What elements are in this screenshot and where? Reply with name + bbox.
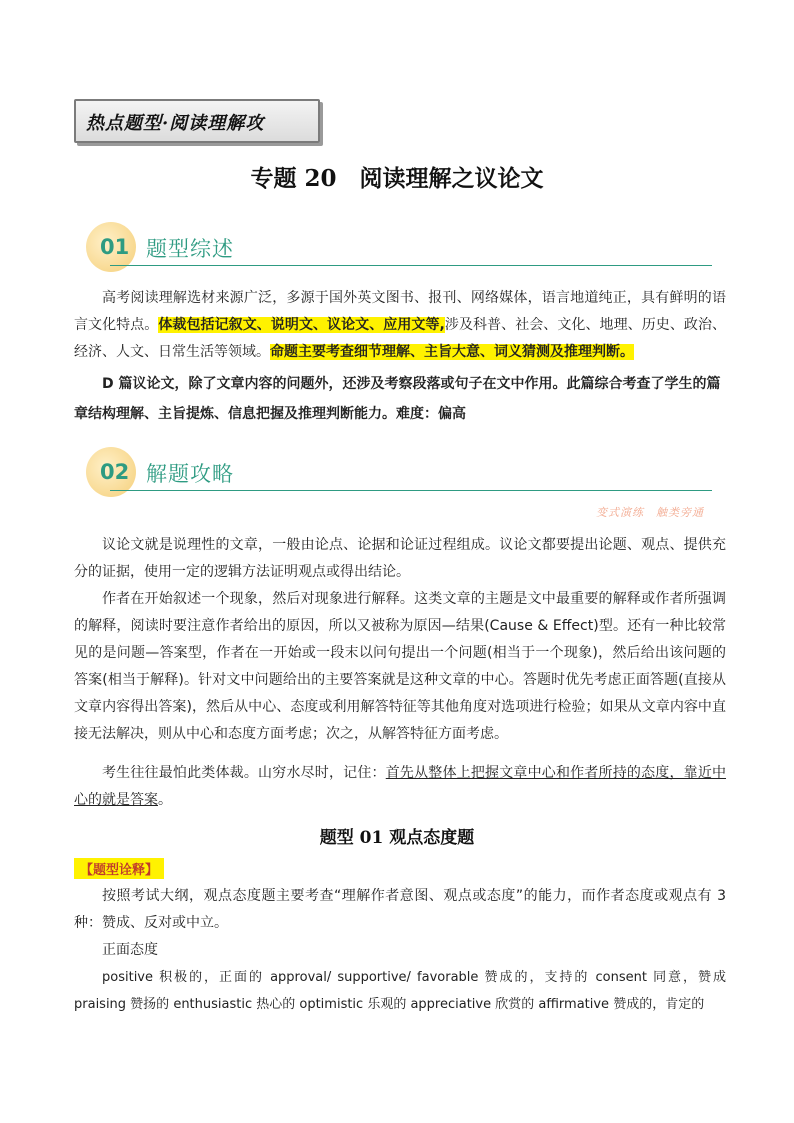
topic-tag-text: 热点题型·阅读理解攻 <box>86 113 265 134</box>
section-2-slogan: 变式演练 触类旁通 <box>596 506 704 519</box>
type-01-paragraph-2: 正面态度 <box>102 942 158 958</box>
topic-tag <box>74 99 320 143</box>
p1-highlight-genres: 体裁包括记叙文、说明文、议论文、应用文等, <box>158 317 445 333</box>
section-1-number: 01 <box>100 235 130 259</box>
section-2-paragraph-1: 议论文就是说理性的文章，一般由论点、论据和论证过程组成。议论文都要提出论题、观点、提供充分的证据，使用一定的逻辑方法证明观点或得出结论。 <box>74 537 726 580</box>
type-01-paragraph-3: positive 积极的，正面的 approval/ supportive/ favorable 赞成的，支持的 consent 同意，赞成 praising 赞扬的 enthusiastic 热心的 optimistic 乐观的 appreciative 欣赏的 affirmative 赞成的，肯定的 <box>74 970 726 1012</box>
type-01-paragraph-1: 按照考试大纲，观点态度题主要考查“理解作者意图、观点或态度”的能力，而作者态度或观点有 3 种：赞成、反对或中立。 <box>74 888 726 931</box>
p3-text-b: 。 <box>158 792 172 808</box>
p1-text-b: 涉及科普、社会、文化、地理、历史、政治、经济、人文、日常生活等领域。 <box>74 317 727 360</box>
section-1-divider <box>110 265 712 266</box>
p3-underlined-tip: 首先从整体上把握文章中心和作者所持的态度，靠近中心的就是答案 <box>74 765 727 808</box>
section-2-divider <box>110 490 712 491</box>
section-2-number: 02 <box>100 460 130 484</box>
p3-text-a: 考生往往最怕此类体裁。山穷水尽时，记住： <box>102 765 386 781</box>
section-1-title: 题型综述 <box>146 237 234 261</box>
page-title: 专题 20 阅读理解之议论文 <box>250 165 544 192</box>
p1-text-a: 高考阅读理解选材来源广泛，多源于国外英文图书、报刊、网络媒体，语言地道纯正，具有鲜明的语言文化特点。 <box>74 290 726 333</box>
section-2-paragraph-2: 作者在开始叙述一个现象，然后对现象进行解释。这类文章的主题是文中最重要的解释或作者所强调的解释，阅读时要注意作者给出的原因，所以又被称为原因—结果(Cause & Effect)型。还有一种比较常见的是问题—答案型，作者在一开始或一段末以问句提出一个问题(相当于一个现象)，然后给出该问题的答案(相当于解释)。针对文中问题给出的主要答案就是这种文章的中心。答题时优先考虑正面答题(直接从文章内容得出答案)，然后从中心、态度或利用解答特征等其他角度对选项进行检验；如果从文章内容中直接无法解决，则从中心和态度方面考虑；次之，从解答特征方面考虑。 <box>74 591 726 742</box>
section-1-paragraph-2: D 篇议论文，除了文章内容的问题外，还涉及考察段落或句子在文中作用。此篇综合考查了学生的篇章结构理解、主旨提炼、信息把握及推理判断能力。难度：偏高 <box>74 376 721 422</box>
section-1-paragraph-1 <box>74 285 726 366</box>
type-01-badge: 【题型诠释】 <box>74 858 164 879</box>
section-2-title: 解题攻略 <box>146 462 234 486</box>
p1-highlight-questions: 命题主要考查细节理解、主旨大意、词义猜测及推理判断。 <box>270 344 634 360</box>
section-2-paragraph-3 <box>74 760 726 814</box>
type-01-title: 题型 01 观点态度题 <box>319 828 475 848</box>
